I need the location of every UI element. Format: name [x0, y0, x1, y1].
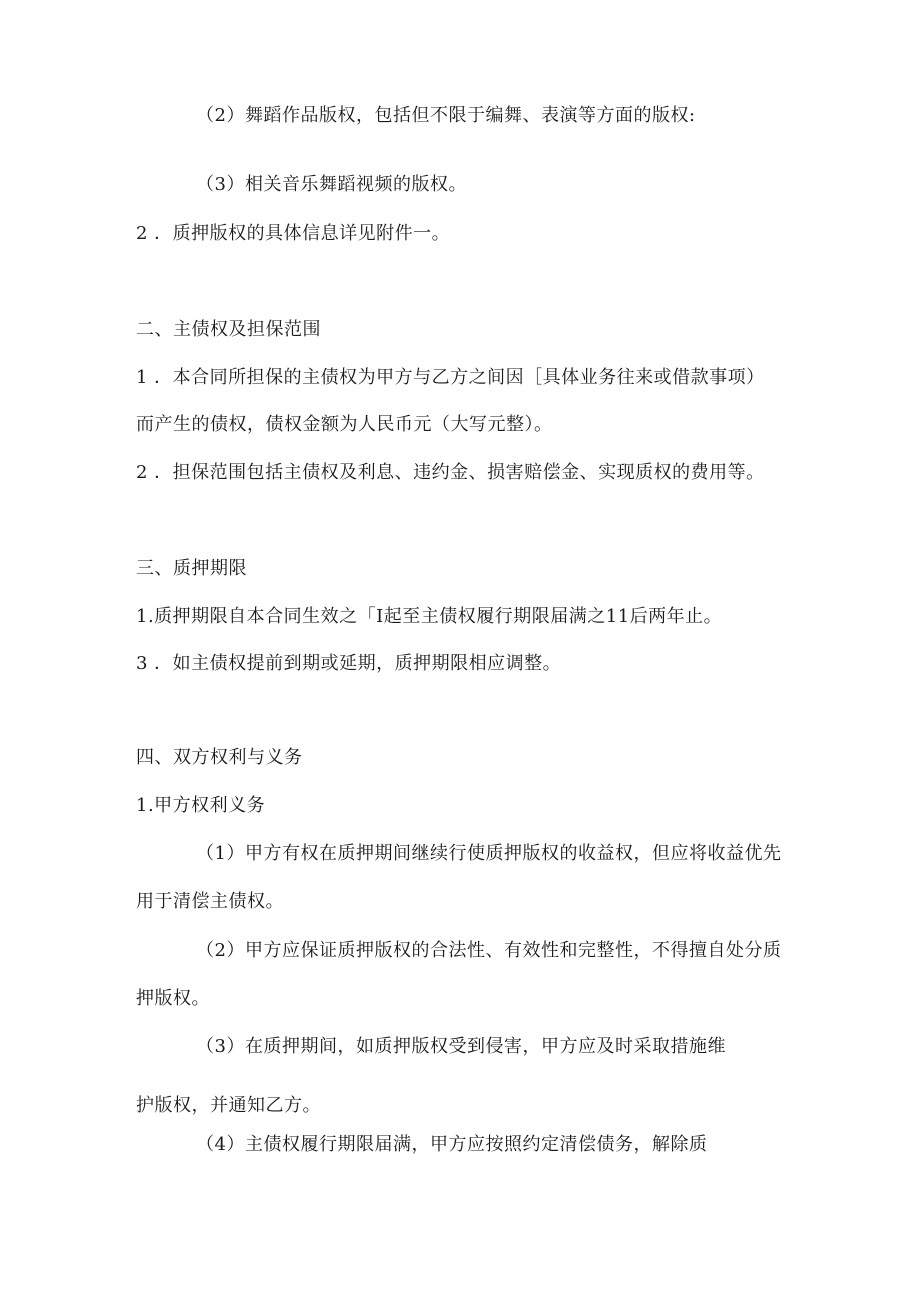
item-2-guarantee-scope: 2 ．担保范围包括主债权及利息、违约金、损害赔偿金、实现质权的费用等。 [136, 462, 765, 483]
clause-3-infringement-cont: 护版权，并通知乙方。 [136, 1095, 321, 1116]
clause-1-income-right: （1）甲方有权在质押期间继续行使质押版权的收益权，但应将收益优先 [196, 843, 782, 864]
clause-2-dance-copyright: （2）舞蹈作品版权，包括但不限于编舞、表演等方面的版权: [196, 105, 696, 126]
clause-1-income-right-cont: 用于清偿主债权。 [136, 891, 284, 912]
item-1-pledge-term: 1.质押期限自本合同生效之「I起至主债权履行期限届满之11后两年止。 [136, 606, 723, 627]
section-heading-2: 二、主债权及担保范围 [136, 319, 321, 340]
section-heading-3: 三、质押期限 [136, 558, 247, 579]
section-heading-4: 四、双方权利与义务 [136, 747, 303, 768]
clause-2-legality-cont: 押版权。 [136, 988, 210, 1009]
item-1-main-claim-cont: 而产生的债权，债权金额为人民币元（大写元整）。 [136, 414, 553, 435]
clause-4-settlement: （4）主债权履行期限届满，甲方应按照约定清偿债务，解除质 [196, 1134, 708, 1155]
item-1-party-a-rights: 1.甲方权利义务 [136, 795, 266, 816]
clause-2-legality: （2）甲方应保证质押版权的合法性、有效性和完整性，不得擅自处分质 [196, 940, 782, 961]
item-1-main-claim: 1 ．本合同所担保的主债权为甲方与乙方之间因［具体业务往来或借款事项） [136, 367, 765, 388]
item-2-attachment: 2 ．质押版权的具体信息详见附件一。 [136, 223, 451, 244]
clause-3-infringement: （3）在质押期间，如质押版权受到侵害，甲方应及时采取措施维 [196, 1036, 726, 1057]
clause-3-video-copyright: （3）相关音乐舞蹈视频的版权。 [196, 174, 467, 195]
item-3-term-adjust: 3 ．如主债权提前到期或延期，质押期限相应调整。 [136, 653, 562, 674]
